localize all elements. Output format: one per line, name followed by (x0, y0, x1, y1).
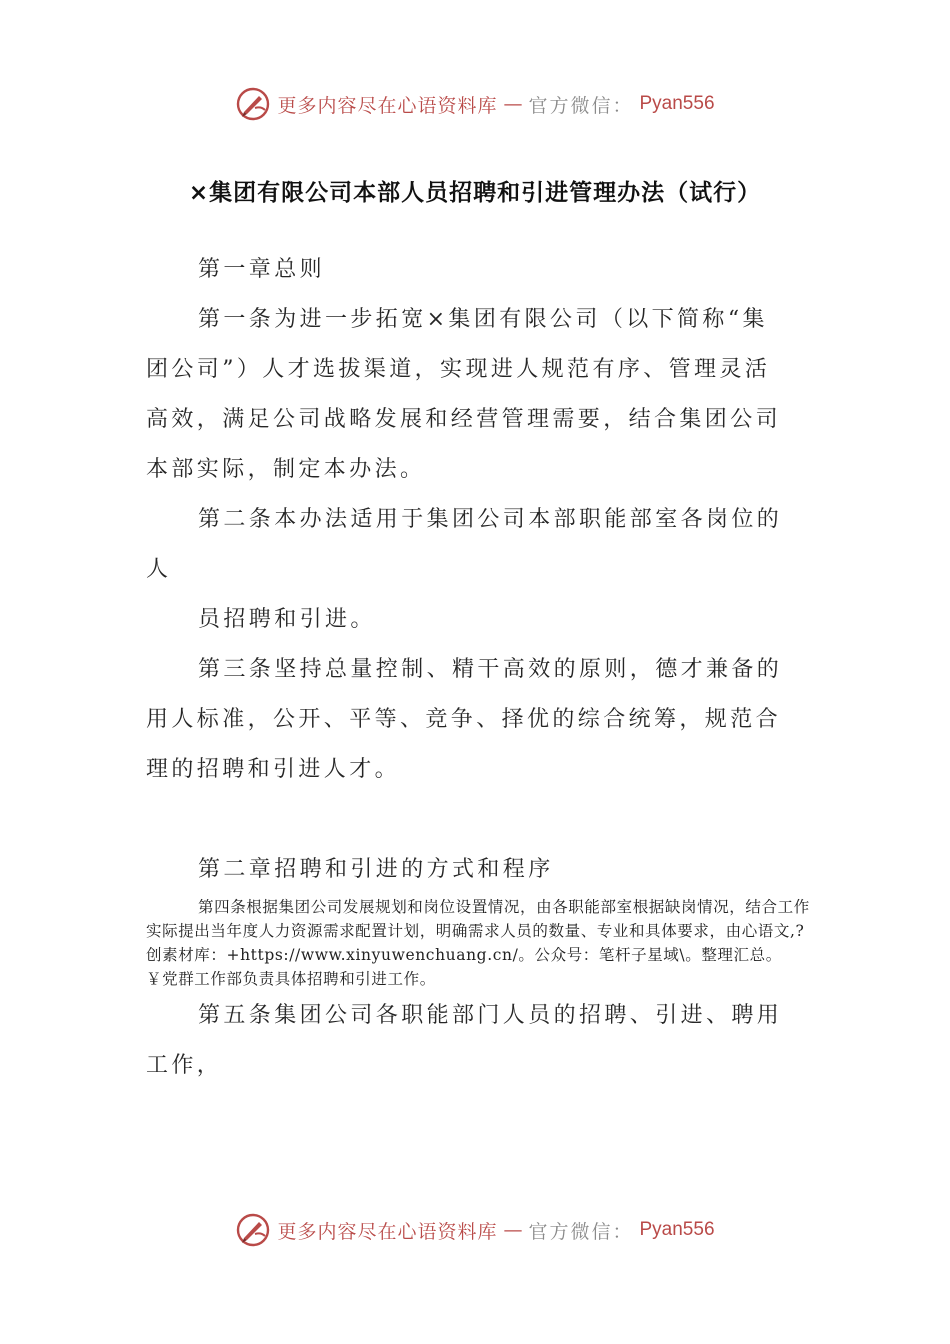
banner-wechat-id: Pyan556 (639, 1219, 715, 1240)
article-3: 第三条坚持总量控制、精干高效的原则，德才兼备的用人标准，公开、平等、竞争、择优的综合统筹，规范合理的招聘和引进人才。 (146, 657, 783, 782)
chapter-2-heading: 第二章招聘和引进的方式和程序 (198, 857, 554, 882)
banner-main-text: 更多内容尽在心语资料库 (277, 1220, 498, 1243)
header-watermark-banner (0, 86, 950, 122)
article-1: 第一条为进一步拓宽×集团有限公司（以下简称“集团公司”）人才选拔渠道，实现进人规范有序、管理灵活高效，满足公司战略发展和经营管理需要，结合集团公司本部实际，制定本办法。 (146, 307, 782, 482)
banner-wechat-id: Pyan556 (639, 93, 715, 114)
pen-circle-logo-icon (235, 1212, 271, 1248)
article-2-line-1: 第二条本办法适用于集团公司本部职能部室各岗位的人 (146, 507, 783, 582)
article-4-block (146, 895, 811, 991)
document-title: ×集团有限公司本部人员招聘和引进管理办法（试行） (188, 180, 762, 206)
chapter-1-heading: 第一章总则 (198, 257, 326, 282)
article-2-line-2: 员招聘和引进。 (198, 607, 376, 632)
banner-main-text: 更多内容尽在心语资料库 (277, 94, 498, 117)
article-4: 第四条根据集团公司发展规划和岗位设置情况，由各职能部室根据缺岗情况，结合工作实际提出当年度人力资源需求配置计划，明确需求人员的数量、专业和具体要求，由心语文,?创素材库：+https://www.xinyuwenchuang.cn/。公众号：笔杆子星域\。整理汇总。￥党群工作部负责具体招聘和引进工作。 (146, 898, 810, 988)
pen-circle-logo-icon (235, 86, 271, 122)
article-5: 第五条集团公司各职能部门人员的招聘、引进、聘用工作， (146, 1003, 783, 1078)
paragraph-gap (146, 795, 786, 845)
footer-watermark-banner (0, 1212, 950, 1248)
banner-separator: — (503, 1219, 523, 1241)
banner-separator: — (503, 93, 523, 115)
document-body (146, 245, 810, 1091)
banner-wechat-label: 官方微信： (528, 94, 634, 117)
banner-wechat-label: 官方微信： (528, 1220, 634, 1243)
